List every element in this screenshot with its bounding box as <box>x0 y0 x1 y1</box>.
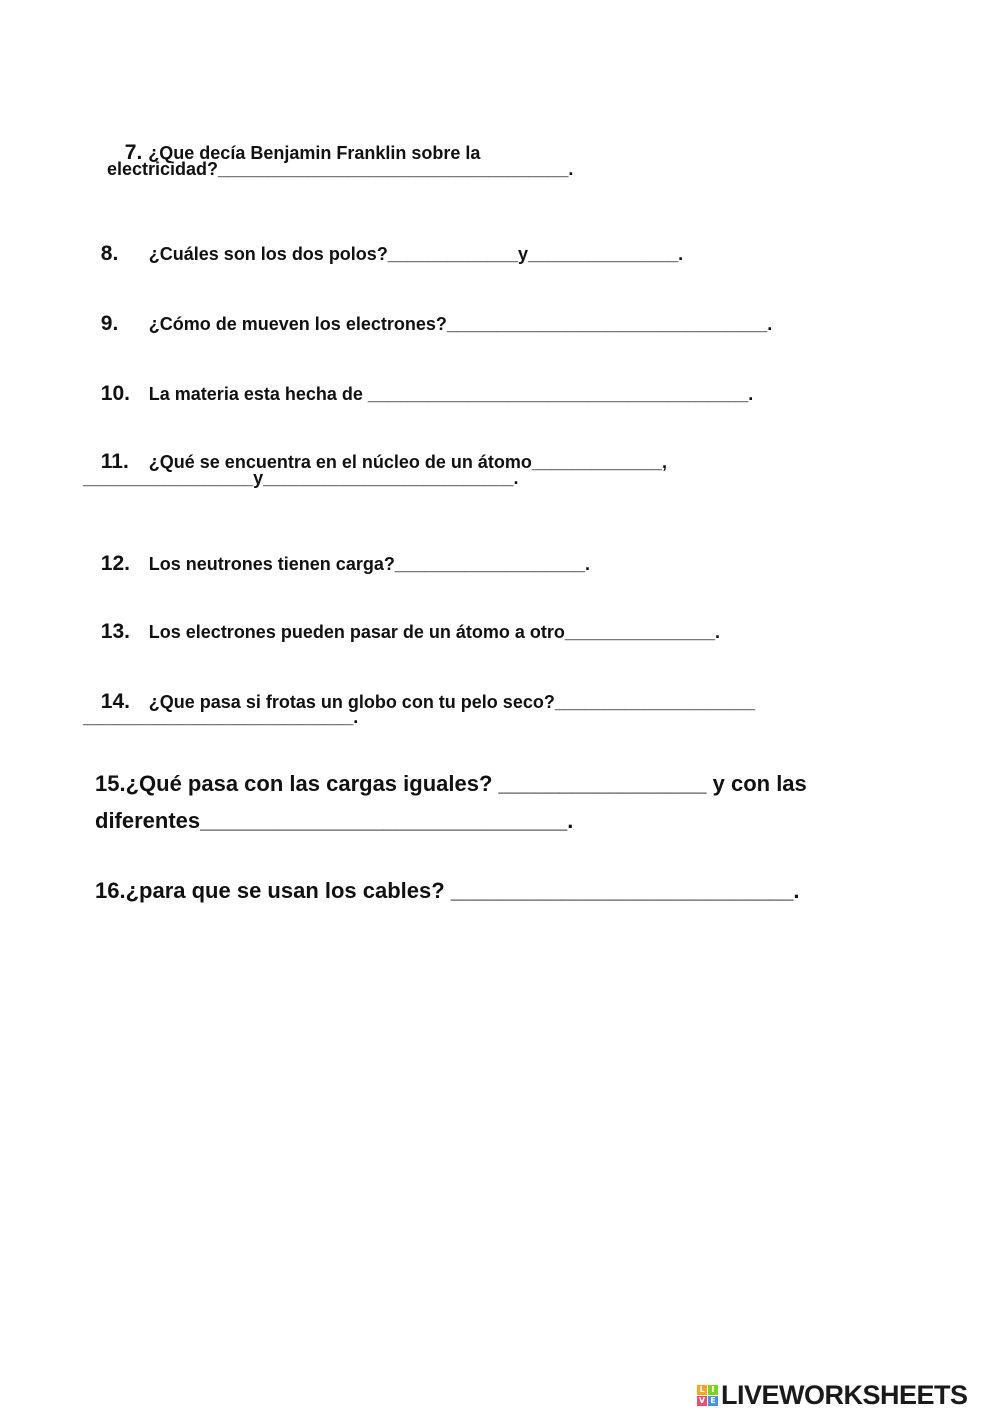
logo-tile-v: V <box>698 1395 706 1405</box>
question-text: ¿Cuáles son los dos polos?_____________y_______________. <box>148 244 684 264</box>
question-9[interactable] <box>83 297 772 350</box>
logo-tile-i: I <box>708 1385 718 1395</box>
liveworksheets-logo <box>697 1380 968 1410</box>
question-number: 11. <box>100 450 129 473</box>
logo-icon <box>697 1385 718 1406</box>
question-number: 7. <box>124 141 143 164</box>
question-text: Los neutrones tienen carga?___________________. <box>148 554 591 574</box>
logo-text: LIVEWORKSHEETS <box>721 1379 968 1410</box>
question-number: 12. <box>100 552 130 575</box>
question-text: ¿Que decía Benjamin Franklin sobre la <box>148 143 481 163</box>
question-11-line-2[interactable]: _________________y_________________________. <box>83 468 519 488</box>
question-text: ¿Que pasa si frotas un globo con tu pelo seco?____________________ <box>148 692 756 712</box>
question-14-line-2[interactable]: ___________________________. <box>83 707 359 727</box>
question-13[interactable] <box>83 605 720 658</box>
question-number: 8. <box>100 242 119 265</box>
question-7-line-2[interactable]: electricidad?___________________________________. <box>107 159 574 179</box>
logo-tile-l: L <box>697 1385 707 1395</box>
question-15-line-2[interactable]: diferentes______________________________. <box>95 808 574 833</box>
question-12[interactable] <box>83 537 590 590</box>
question-16[interactable]: 16.¿para que se usan los cables? ____________________________. <box>95 878 800 903</box>
question-text: Los electrones pueden pasar de un átomo a otro_______________. <box>148 622 721 642</box>
question-number: 9. <box>100 312 119 335</box>
question-text: ¿Qué se encuentra en el núcleo de un átomo_____________, <box>148 452 668 472</box>
question-text: ¿Cómo de mueven los electrones?________________________________. <box>148 314 773 334</box>
question-number: 13. <box>100 620 130 643</box>
question-text: La materia esta hecha de ______________________________________. <box>148 384 754 404</box>
question-15-line-1[interactable]: 15.¿Qué pasa con las cargas iguales? _________________ y con las <box>95 771 807 796</box>
question-number: 14. <box>100 690 130 713</box>
logo-tile-e: E <box>708 1396 718 1406</box>
question-10[interactable] <box>83 367 753 420</box>
question-number: 10. <box>100 382 130 405</box>
question-8[interactable] <box>83 227 683 280</box>
